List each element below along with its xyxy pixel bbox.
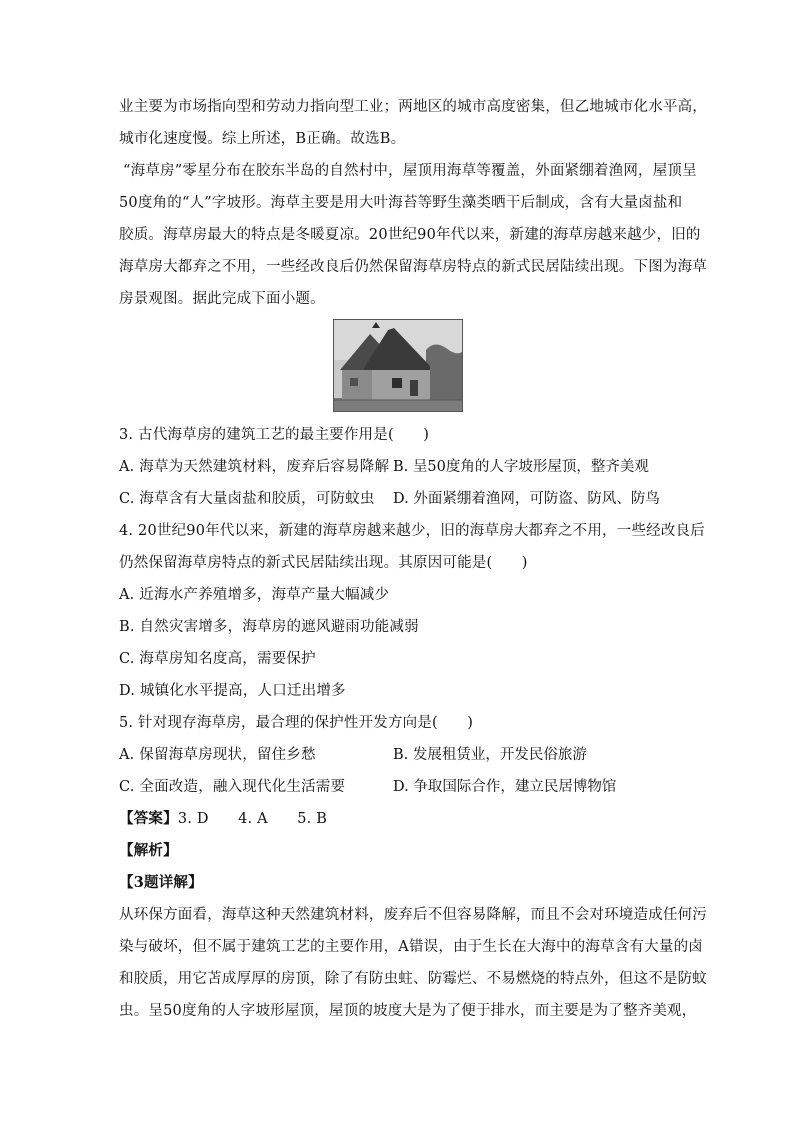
analysis-heading: 【解析】 — [119, 842, 178, 859]
explanation-line: 染与破坏，但不属于建筑工艺的主要作用，A错误，由于生长在大海中的海草含有大量的卤 — [119, 939, 703, 955]
question-5-stem: 5. 针对现存海草房，最合理的保护性开发方向是( ) — [119, 715, 474, 731]
answer-line — [119, 809, 679, 829]
question-4-option-b: B. 自然灾害增多，海草房的遮风避雨功能减弱 — [119, 619, 419, 635]
explanation-line: 和胶质，用它苫成厚厚的房顶，除了有防虫蛀、防霉烂、不易燃烧的特点外，但这不是防蚊 — [119, 971, 707, 987]
question-3-option-a: A. 海草为天然建筑材料，废弃后容易降解 — [119, 459, 390, 475]
question-4-option-d: D. 城镇化水平提高，人口迁出增多 — [119, 683, 346, 699]
explanation-line: 从环保方面看，海草这种天然建筑材料，废弃后不但容易降解，而且不会对环境造成任何污 — [119, 907, 707, 923]
question-5-option-d: D. 争取国际合作，建立民居博物馆 — [393, 779, 617, 795]
question-3-option-b: B. 呈50度角的人字坡形屋顶，整齐美观 — [393, 459, 649, 475]
text-line: “海草房”零星分布在胶东半岛的自然村中，屋顶用海草等覆盖，外面紧绷着渔网，屋顶呈 — [123, 163, 697, 179]
text-line: 业主要为市场指向型和劳动力指向型工业；两地区的城市高度密集，但乙地城市化水平高， — [119, 99, 707, 115]
question-3-stem: 3. 古代海草房的建筑工艺的最主要作用是( ) — [119, 427, 430, 443]
text-line: 海草房大都弃之不用，一些经改良后仍然保留海草房特点的新式民居陆续出现。下图为海草 — [119, 259, 707, 275]
text-line: 胶质。海草房最大的特点是冬暖夏凉。20世纪90年代以来，新建的海草房越来越少，旧的 — [119, 227, 701, 243]
question-3-option-d: D. 外面紧绷着渔网，可防盗、防风、防鸟 — [393, 491, 660, 507]
text-line: 城市化速度慢。综上所述，B正确。故选B。 — [119, 131, 406, 147]
seaweed-house-photo-icon — [333, 319, 463, 412]
question-4-stem: 仍然保留海草房特点的新式民居陆续出现。其原因可能是( ) — [119, 555, 528, 571]
answer-text: 3. D 4. A 5. B — [177, 811, 328, 827]
answer-label: 【答案】 — [119, 810, 178, 827]
question-5-option-b: B. 发展租赁业，开发民俗旅游 — [393, 747, 587, 763]
question-5-option-c: C. 全面改造，融入现代化生活需要 — [119, 779, 346, 795]
question-3-option-c: C. 海草含有大量卤盐和胶质，可防蚊虫 — [119, 491, 375, 507]
question-4-option-a: A. 近海水产养殖增多，海草产量大幅减少 — [119, 587, 390, 603]
detail-3-heading: 【3题详解】 — [119, 874, 203, 891]
question-4-stem: 4. 20世纪90年代以来，新建的海草房越来越少，旧的海草房大都弃之不用，一些经改良后 — [119, 523, 705, 539]
explanation-line: 虫。呈50度角的人字坡形屋顶，屋顶的坡度大是为了便于排水，而主要是为了整齐美观， — [119, 1003, 697, 1019]
question-4-option-c: C. 海草房知名度高，需要保护 — [119, 651, 316, 667]
text-line: 50度角的“人”字坡形。海草主要是用大叶海苔等野生藻类晒干后制成，含有大量卤盐和 — [119, 195, 683, 211]
text-line: 房景观图。据此完成下面小题。 — [119, 291, 325, 307]
question-5-option-a: A. 保留海草房现状，留住乡愁 — [119, 747, 316, 763]
